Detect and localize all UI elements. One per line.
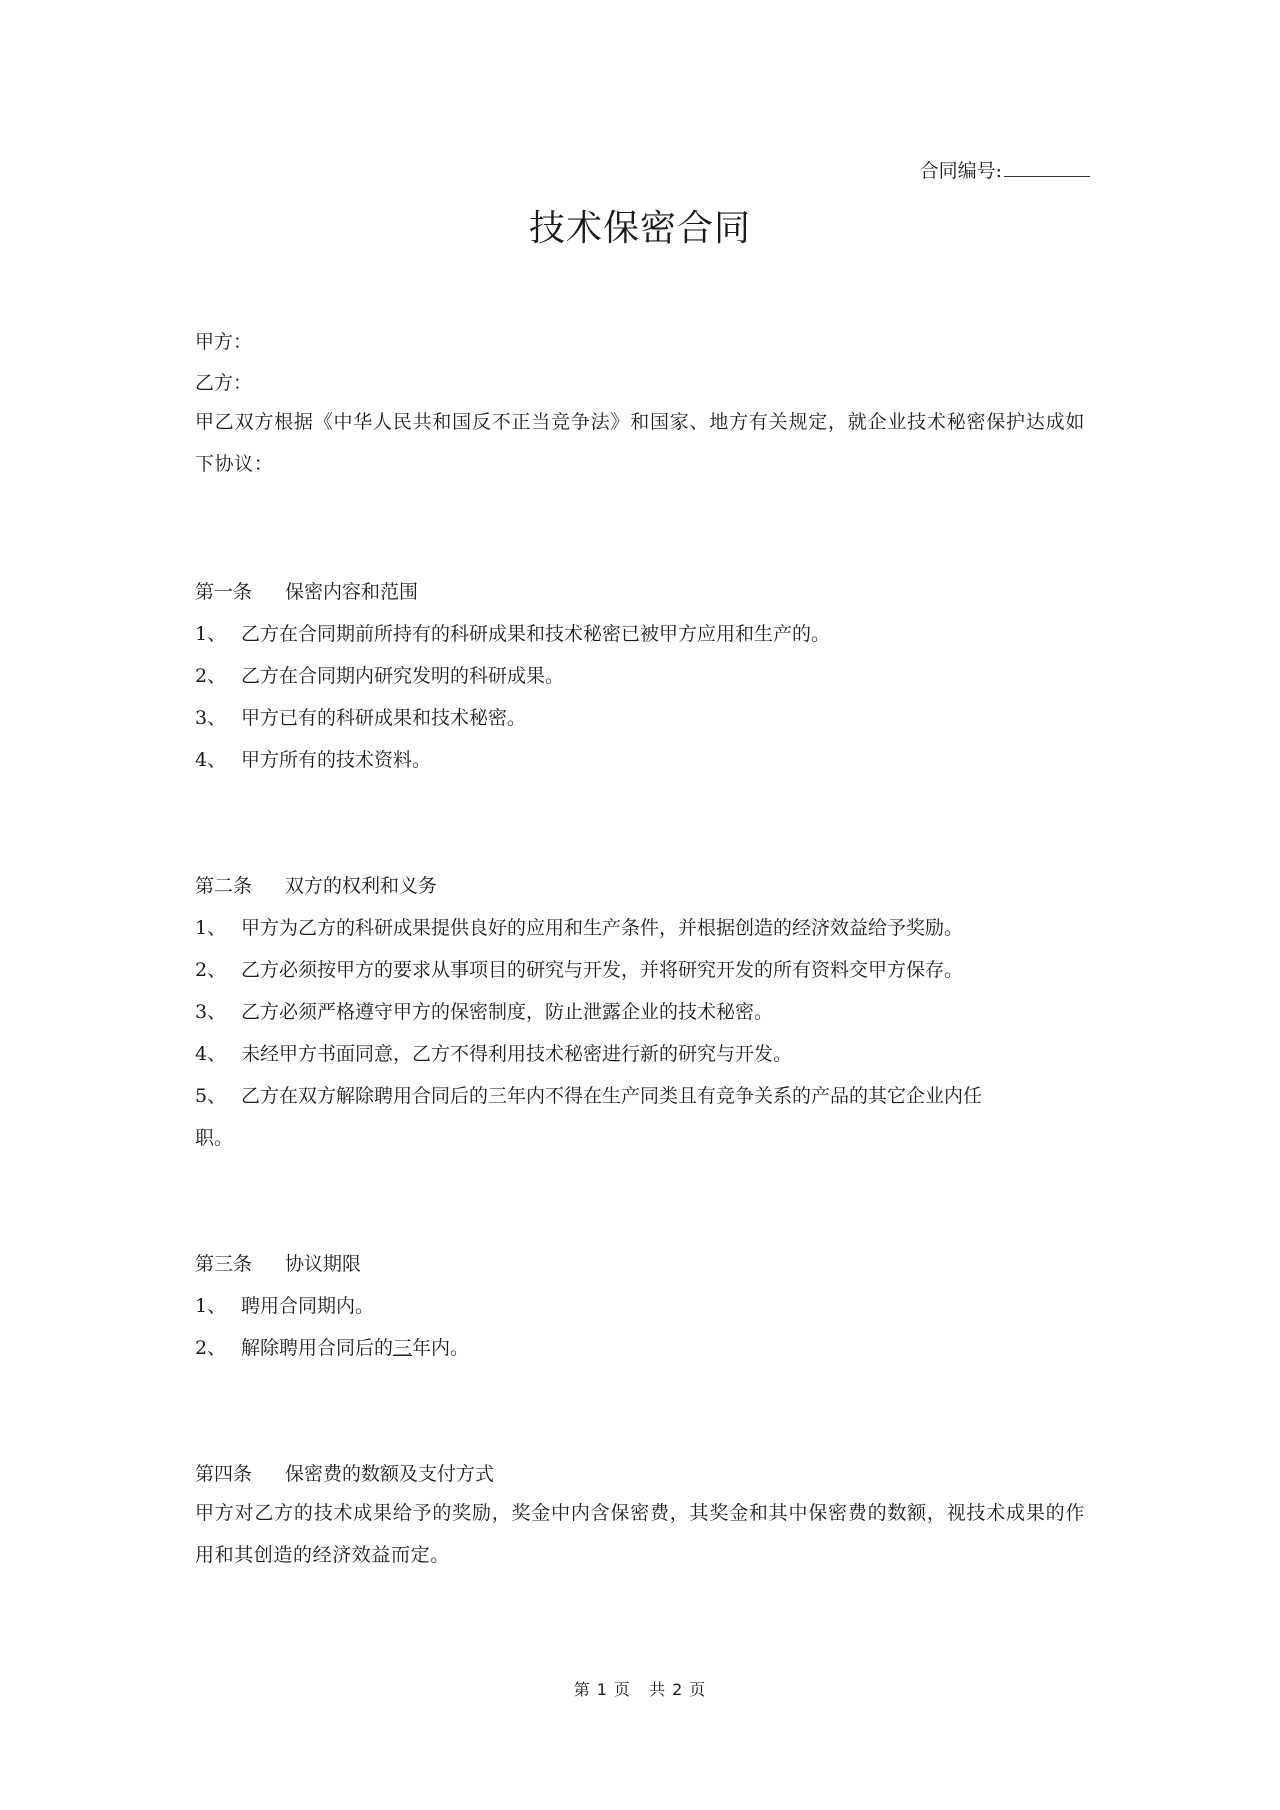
article-4-heading xyxy=(195,1462,1085,1486)
intro-paragraph: 甲乙双方根据《中华人民共和国反不正当竞争法》和国家、地方有关规定，就企业技术秘密保护达成如下协议： xyxy=(195,411,1085,475)
article-2-item-4: 4、 未经甲方书面同意，乙方不得利用技术秘密进行新的研究与开发。 xyxy=(195,1043,793,1065)
article-3-heading xyxy=(195,1252,1085,1276)
article-1-heading xyxy=(195,580,1085,604)
article-2-item-1: 1、 甲方为乙方的科研成果提供良好的应用和生产条件，并根据创造的经济效益给予奖励。 xyxy=(195,917,964,939)
party-b-line: 乙方： xyxy=(195,372,253,394)
article-2-item-5-continuation: 职。 xyxy=(195,1127,234,1149)
contract-number-blank xyxy=(1004,158,1090,177)
article-number: 第一条 xyxy=(195,581,253,603)
article-3-item-2: 2、 解除聘用合同后的三年内。 xyxy=(195,1337,470,1359)
article-2-item-5: 5、 乙方在双方解除聘用合同后的三年内不得在生产同类且有竞争关系的产品的其它企业内任 xyxy=(195,1085,983,1107)
current-page-number: 1 xyxy=(596,1680,608,1699)
contract-number xyxy=(920,156,1090,183)
article-4-body: 甲方对乙方的技术成果给予的奖励，奖金中内含保密费，其奖金和其中保密费的数额，视技术成果的作用和其创造的经济效益而定。 xyxy=(195,1502,1085,1566)
article-title: 保密费的数额及支付方式 xyxy=(285,1463,495,1485)
article-title: 双方的权利和义务 xyxy=(285,875,438,897)
article-title: 保密内容和范围 xyxy=(285,581,419,603)
article-number: 第三条 xyxy=(195,1253,253,1275)
document-title: 技术保密合同 xyxy=(528,208,751,249)
total-pages-number: 2 xyxy=(672,1680,684,1699)
article-2-item-2: 2、 乙方必须按甲方的要求从事项目的研究与开发，并将研究开发的所有资料交甲方保存。 xyxy=(195,959,964,981)
page-footer: 第 1 页 共 2 页 xyxy=(573,1680,707,1699)
article-number: 第四条 xyxy=(195,1463,253,1485)
contract-number-label: 合同编号: xyxy=(919,160,1002,182)
article-1-item-4: 4、 甲方所有的技术资料。 xyxy=(195,749,432,771)
underlined-term: 三 xyxy=(393,1337,413,1359)
article-2-heading xyxy=(195,874,1085,898)
party-a-line: 甲方： xyxy=(195,331,253,353)
article-number: 第二条 xyxy=(195,875,253,897)
article-1-item-2: 2、 乙方在合同期内研究发明的科研成果。 xyxy=(195,665,565,687)
article-title: 协议期限 xyxy=(285,1253,362,1275)
article-3-item-1: 1、 聘用合同期内。 xyxy=(195,1295,375,1317)
article-1-item-3: 3、 甲方已有的科研成果和技术秘密。 xyxy=(195,707,527,729)
article-2-item-3: 3、 乙方必须严格遵守甲方的保密制度，防止泄露企业的技术秘密。 xyxy=(195,1001,774,1023)
article-1-item-1: 1、 乙方在合同期前所持有的科研成果和技术秘密已被甲方应用和生产的。 xyxy=(195,623,831,645)
